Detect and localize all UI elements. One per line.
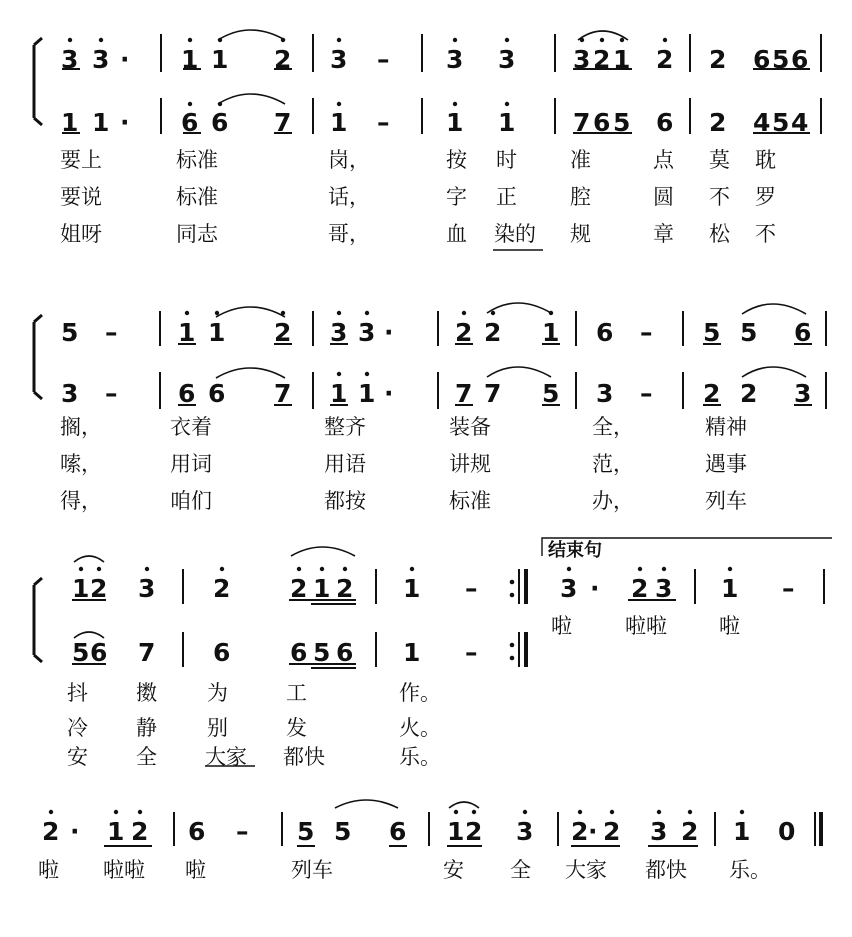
lyric: 讲规 <box>449 452 491 476</box>
note: 3 <box>138 574 156 603</box>
lyric: 都按 <box>324 489 366 513</box>
note: 6 <box>213 638 231 667</box>
note: 2 <box>465 817 483 846</box>
lyric: 衣着 <box>170 415 212 439</box>
octave-dot <box>220 567 224 571</box>
note: 2 <box>131 817 149 846</box>
octave-dot <box>218 38 222 42</box>
note: 6 <box>211 108 229 137</box>
lyric: 列车 <box>291 858 333 882</box>
lyric: 标准 <box>176 148 218 172</box>
octave-dot <box>188 38 192 42</box>
system-bracket <box>34 578 42 662</box>
note: 3 <box>330 45 348 74</box>
lyric: 精神 <box>705 415 747 439</box>
octave-dot <box>454 810 458 814</box>
note: 5 <box>61 318 79 347</box>
lyric: 岗， <box>328 148 370 172</box>
note: 1 <box>330 108 348 137</box>
lyric: 用语 <box>324 452 366 476</box>
dot: · <box>384 318 394 347</box>
lyric: 静 <box>136 716 157 740</box>
note: 2 <box>90 574 108 603</box>
octave-dot <box>337 38 341 42</box>
lyric: 啦 <box>38 858 59 882</box>
note: 2 <box>484 318 502 347</box>
octave-dot <box>337 372 341 376</box>
octave-dot <box>600 38 604 42</box>
dash: – <box>465 574 478 603</box>
octave-dot <box>49 810 53 814</box>
dash: – <box>105 318 118 347</box>
note: 6 <box>596 318 614 347</box>
lyric: 作。 <box>399 681 441 705</box>
octave-dot <box>114 810 118 814</box>
note: 4 <box>753 108 771 137</box>
lyric: 全 <box>136 745 157 769</box>
lyric: 搁， <box>60 415 102 439</box>
octave-dot <box>337 102 341 106</box>
note: 0 <box>778 817 796 846</box>
note: 4 <box>791 108 809 137</box>
lyric: 别 <box>207 716 228 740</box>
note: 2 <box>709 45 727 74</box>
lyric: 全， <box>592 415 634 439</box>
lyric: 染的 <box>494 222 536 246</box>
note: 5 <box>313 638 331 667</box>
octave-dot <box>638 567 642 571</box>
note: 1 <box>61 108 79 137</box>
lyric: 安 <box>67 745 88 769</box>
octave-dot <box>578 810 582 814</box>
note: 6 <box>290 638 308 667</box>
lyric: 按 <box>446 148 467 172</box>
note: 3 <box>92 45 110 74</box>
octave-dot <box>462 311 466 315</box>
note: 3 <box>61 379 79 408</box>
dot: · <box>590 574 600 603</box>
note: 6 <box>389 817 407 846</box>
lyric: 不 <box>755 222 776 246</box>
dash: – <box>377 45 390 74</box>
dot: · <box>120 45 130 74</box>
octave-dot <box>79 567 83 571</box>
note: 1 <box>178 318 196 347</box>
lyric: 话， <box>328 185 370 209</box>
system-bracket <box>34 38 42 125</box>
note: 3 <box>498 45 516 74</box>
octave-dot <box>365 372 369 376</box>
note: 6 <box>181 108 199 137</box>
lyric: 松 <box>709 222 730 246</box>
note: 3 <box>650 817 668 846</box>
octave-dot <box>297 567 301 571</box>
note: 7 <box>484 379 502 408</box>
octave-dot <box>505 102 509 106</box>
dot: · <box>384 379 394 408</box>
octave-dot <box>662 567 666 571</box>
lyric: 安 <box>443 858 464 882</box>
ending-label: 结束句 <box>548 540 602 561</box>
lyric: 整齐 <box>324 415 366 439</box>
dash: – <box>236 817 249 846</box>
note: 3 <box>330 318 348 347</box>
dash: – <box>640 318 653 347</box>
octave-dot <box>728 567 732 571</box>
note: 2 <box>274 45 292 74</box>
note: 1 <box>72 574 90 603</box>
lyric: 擞 <box>136 681 157 705</box>
lyric: 发 <box>286 716 307 740</box>
octave-dot <box>343 567 347 571</box>
lyric: 办， <box>592 489 634 513</box>
octave-dot <box>145 567 149 571</box>
note: 2 <box>290 574 308 603</box>
octave-dot <box>337 311 341 315</box>
note: 1 <box>358 379 376 408</box>
octave-dot <box>185 311 189 315</box>
note: 1 <box>107 817 125 846</box>
note: 1 <box>721 574 739 603</box>
lyric: 同志 <box>176 222 218 246</box>
lyric: 哥， <box>328 222 370 246</box>
lyric: 时 <box>496 148 517 172</box>
lyric: 罗 <box>755 185 776 209</box>
note: 1 <box>403 574 421 603</box>
lyric: 用词 <box>170 452 212 476</box>
lyric: 火。 <box>399 716 441 740</box>
note: 2 <box>593 45 611 74</box>
note: 3 <box>61 45 79 74</box>
lyric: 列车 <box>705 489 747 513</box>
octave-dot <box>657 810 661 814</box>
lyric: 大家 <box>205 745 247 769</box>
note: 1 <box>447 817 465 846</box>
lyric: 冷 <box>67 716 88 740</box>
note: 1 <box>613 45 631 74</box>
note: 5 <box>772 45 790 74</box>
note: 2 <box>213 574 231 603</box>
lyric: 准 <box>570 148 591 172</box>
lyric: 要上 <box>60 148 102 172</box>
dot: · <box>588 817 598 846</box>
note: 1 <box>92 108 110 137</box>
note: 1 <box>733 817 751 846</box>
note: 2 <box>274 318 292 347</box>
octave-dot <box>99 38 103 42</box>
octave-dot <box>663 38 667 42</box>
octave-dot <box>410 567 414 571</box>
lyric: 标准 <box>176 185 218 209</box>
note: 6 <box>753 45 771 74</box>
note: 1 <box>211 45 229 74</box>
note: 6 <box>791 45 809 74</box>
lyric: 范， <box>592 452 634 476</box>
lyric: 乐。 <box>399 745 441 769</box>
octave-dot <box>688 810 692 814</box>
lyric: 大家 <box>565 858 607 882</box>
octave-dot <box>281 311 285 315</box>
lyric: 正 <box>496 185 517 209</box>
lyric: 莫 <box>709 148 730 172</box>
note: 7 <box>573 108 591 137</box>
note: 2 <box>603 817 621 846</box>
note: 6 <box>794 318 812 347</box>
note: 5 <box>542 379 560 408</box>
note: 1 <box>330 379 348 408</box>
dot: · <box>120 108 130 137</box>
lyric: 啦啦 <box>103 858 145 882</box>
note: 2 <box>571 817 589 846</box>
note: 6 <box>178 379 196 408</box>
note: 5 <box>772 108 790 137</box>
note: 2 <box>455 318 473 347</box>
lyric: 嗦， <box>60 452 102 476</box>
lyric: 都快 <box>645 858 687 882</box>
note: 2 <box>656 45 674 74</box>
note: 6 <box>208 379 226 408</box>
octave-dot <box>188 102 192 106</box>
note: 3 <box>655 574 673 603</box>
lyric: 血 <box>446 222 467 246</box>
lyric: 要说 <box>60 185 102 209</box>
octave-dot <box>567 567 571 571</box>
lyric: 标准 <box>449 489 491 513</box>
octave-dot <box>610 810 614 814</box>
note: 6 <box>593 108 611 137</box>
dot: · <box>70 817 80 846</box>
note: 1 <box>181 45 199 74</box>
lyric: 得， <box>60 489 102 513</box>
note: 2 <box>336 574 354 603</box>
octave-dot <box>523 810 527 814</box>
system-bracket <box>34 315 42 399</box>
octave-dot <box>365 311 369 315</box>
octave-dot <box>491 311 495 315</box>
dash: – <box>465 638 478 667</box>
note: 6 <box>90 638 108 667</box>
lyric: 字 <box>446 185 467 209</box>
dash: – <box>377 108 390 137</box>
octave-dot <box>453 38 457 42</box>
lyric: 为 <box>207 681 228 705</box>
note: 5 <box>334 817 352 846</box>
lyric: 啦 <box>185 858 206 882</box>
octave-dot <box>472 810 476 814</box>
note: 1 <box>446 108 464 137</box>
octave-dot <box>68 38 72 42</box>
dash: – <box>105 379 118 408</box>
octave-dot <box>549 311 553 315</box>
octave-dot <box>620 38 624 42</box>
lyric: 装备 <box>449 415 491 439</box>
dash: – <box>782 574 795 603</box>
note: 1 <box>313 574 331 603</box>
lyric: 规 <box>570 222 591 246</box>
note: 5 <box>740 318 758 347</box>
note: 3 <box>596 379 614 408</box>
lyric: 啦啦 <box>625 614 667 638</box>
octave-dot <box>580 38 584 42</box>
lyric: 点 <box>653 148 674 172</box>
note: 2 <box>740 379 758 408</box>
note: 5 <box>297 817 315 846</box>
note: 7 <box>138 638 156 667</box>
octave-dot <box>320 567 324 571</box>
octave-dot <box>505 38 509 42</box>
lyric: 咱们 <box>170 489 212 513</box>
lyric: 都快 <box>283 745 325 769</box>
lyric: 不 <box>709 185 730 209</box>
octave-dot <box>215 311 219 315</box>
lyric: 姐呀 <box>60 222 102 246</box>
note: 7 <box>455 379 473 408</box>
lyric: 章 <box>653 222 674 246</box>
note: 1 <box>498 108 516 137</box>
note: 3 <box>446 45 464 74</box>
note: 2 <box>681 817 699 846</box>
note: 5 <box>72 638 90 667</box>
lyric: 工 <box>286 681 307 705</box>
octave-dot <box>453 102 457 106</box>
octave-dot <box>97 567 101 571</box>
note: 2 <box>42 817 60 846</box>
lyric: 耽 <box>755 148 776 172</box>
note: 3 <box>573 45 591 74</box>
note: 7 <box>274 108 292 137</box>
lyric: 圆 <box>653 185 674 209</box>
lyric: 全 <box>510 858 531 882</box>
note: 3 <box>358 318 376 347</box>
note: 5 <box>703 318 721 347</box>
note: 6 <box>188 817 206 846</box>
octave-dot <box>218 102 222 106</box>
note: 2 <box>709 108 727 137</box>
lyric: 啦 <box>719 614 740 638</box>
note: 6 <box>656 108 674 137</box>
note: 5 <box>613 108 631 137</box>
note: 6 <box>336 638 354 667</box>
note: 3 <box>516 817 534 846</box>
lyric: 腔 <box>570 185 591 209</box>
octave-dot <box>281 38 285 42</box>
note: 1 <box>208 318 226 347</box>
octave-dot <box>138 810 142 814</box>
lyric: 啦 <box>551 614 572 638</box>
note: 2 <box>703 379 721 408</box>
note: 3 <box>560 574 578 603</box>
note: 1 <box>403 638 421 667</box>
note: 1 <box>542 318 560 347</box>
lyric: 遇事 <box>705 452 747 476</box>
octave-dot <box>740 810 744 814</box>
note: 2 <box>631 574 649 603</box>
note: 7 <box>274 379 292 408</box>
lyric: 抖 <box>67 681 88 705</box>
lyric: 乐。 <box>729 858 771 882</box>
note: 3 <box>794 379 812 408</box>
dash: – <box>640 379 653 408</box>
